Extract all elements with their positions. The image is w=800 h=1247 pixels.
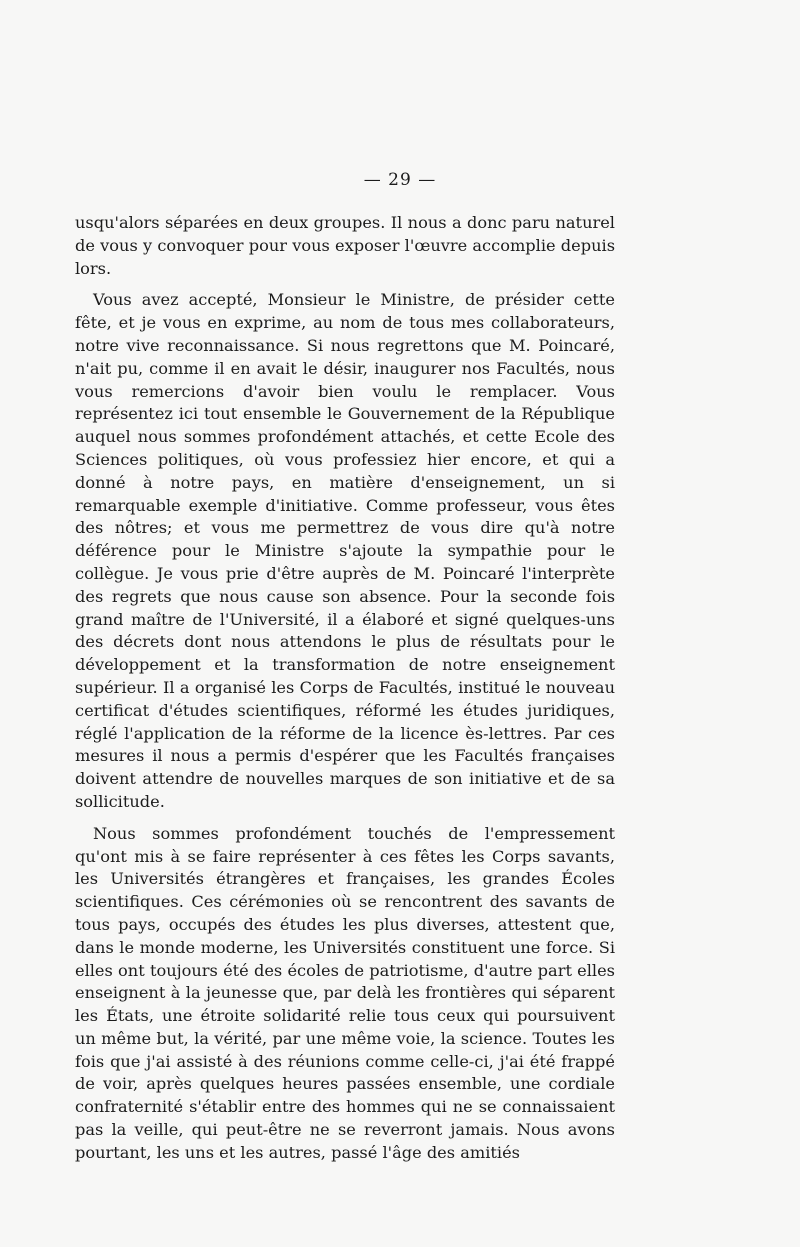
body-text <box>75 212 615 1165</box>
paragraph-universities: Nous sommes profondément touchés de l'empressement qu'ont mis à se faire représenter à ces fêtes les Corps savants, les Universités étrangères et françaises, les grandes Écoles scientifiques. Ces cérémonies où se rencontrent des savants de tous pays, occupés des études les plus diverses, attestent que, dans le monde moderne, les Universités constituent une force. Si elles ont toujours été des écoles de patriotisme, d'autre part elles enseignent à la jeunesse que, par delà les frontières qui séparent les États, une étroite solidarité relie tous ceux qui poursuivent un même but, la vérité, par une même voie, la science. Toutes les fois que j'ai assisté à des réunions comme celle-ci, j'ai été frappé de voir, après quelques heures passées ensemble, une cordiale confraternité s'établir entre des hommes qui ne se connaissaient pas la veille, qui peut-être ne se reverront jamais. Nous avons pourtant, les uns et les autres, passé l'âge des amitiés <box>75 823 615 1162</box>
paragraph-continued: usqu'alors séparées en deux groupes. Il nous a donc paru naturel de vous y convoquer pour vous exposer l'œuvre accomplie depuis lors. <box>75 213 615 278</box>
page-number: — 29 — <box>363 170 437 190</box>
paragraph-minister: Vous avez accepté, Monsieur le Ministre, de présider cette fête, et je vous en exprime, au nom de tous mes collaborateurs, notre vive reconnaissance. Si nous regrettons que M. Poincaré, n'ait pu, comme il en avait le désir, inaugurer nos Facultés, nous vous remercions d'avoir bien voulu le remplacer. Vous représentez ici tout ensemble le Gouvernement de la République auquel nous sommes profondément attachés, et cette Ecole des Sciences politiques, où vous professiez hier encore, et qui a donné à notre pays, en matière d'enseignement, un si remarquable exemple d'initiative. Comme professeur, vous êtes des nôtres; et vous me permettrez de vous dire qu'à notre déférence pour le Ministre s'ajoute la sympathie pour le collègue. Je vous prie d'être auprès de M. Poincaré l'interprète des regrets que nous cause son absence. Pour la seconde fois grand maître de l'Université, il a élaboré et signé quelques-uns des décrets dont nous attendons le plus de résultats pour le développement et la transformation de notre enseignement supérieur. Il a organisé les Corps de Facultés, institué le nouveau certificat d'études scientifiques, réformé les études juridiques, réglé l'application de la réforme de la licence ès-lettres. Par ces mesures il nous a permis d'espérer que les Facultés françaises doivent attendre de nouvelles marques de son initiative et de sa sollicitude. <box>75 290 615 811</box>
